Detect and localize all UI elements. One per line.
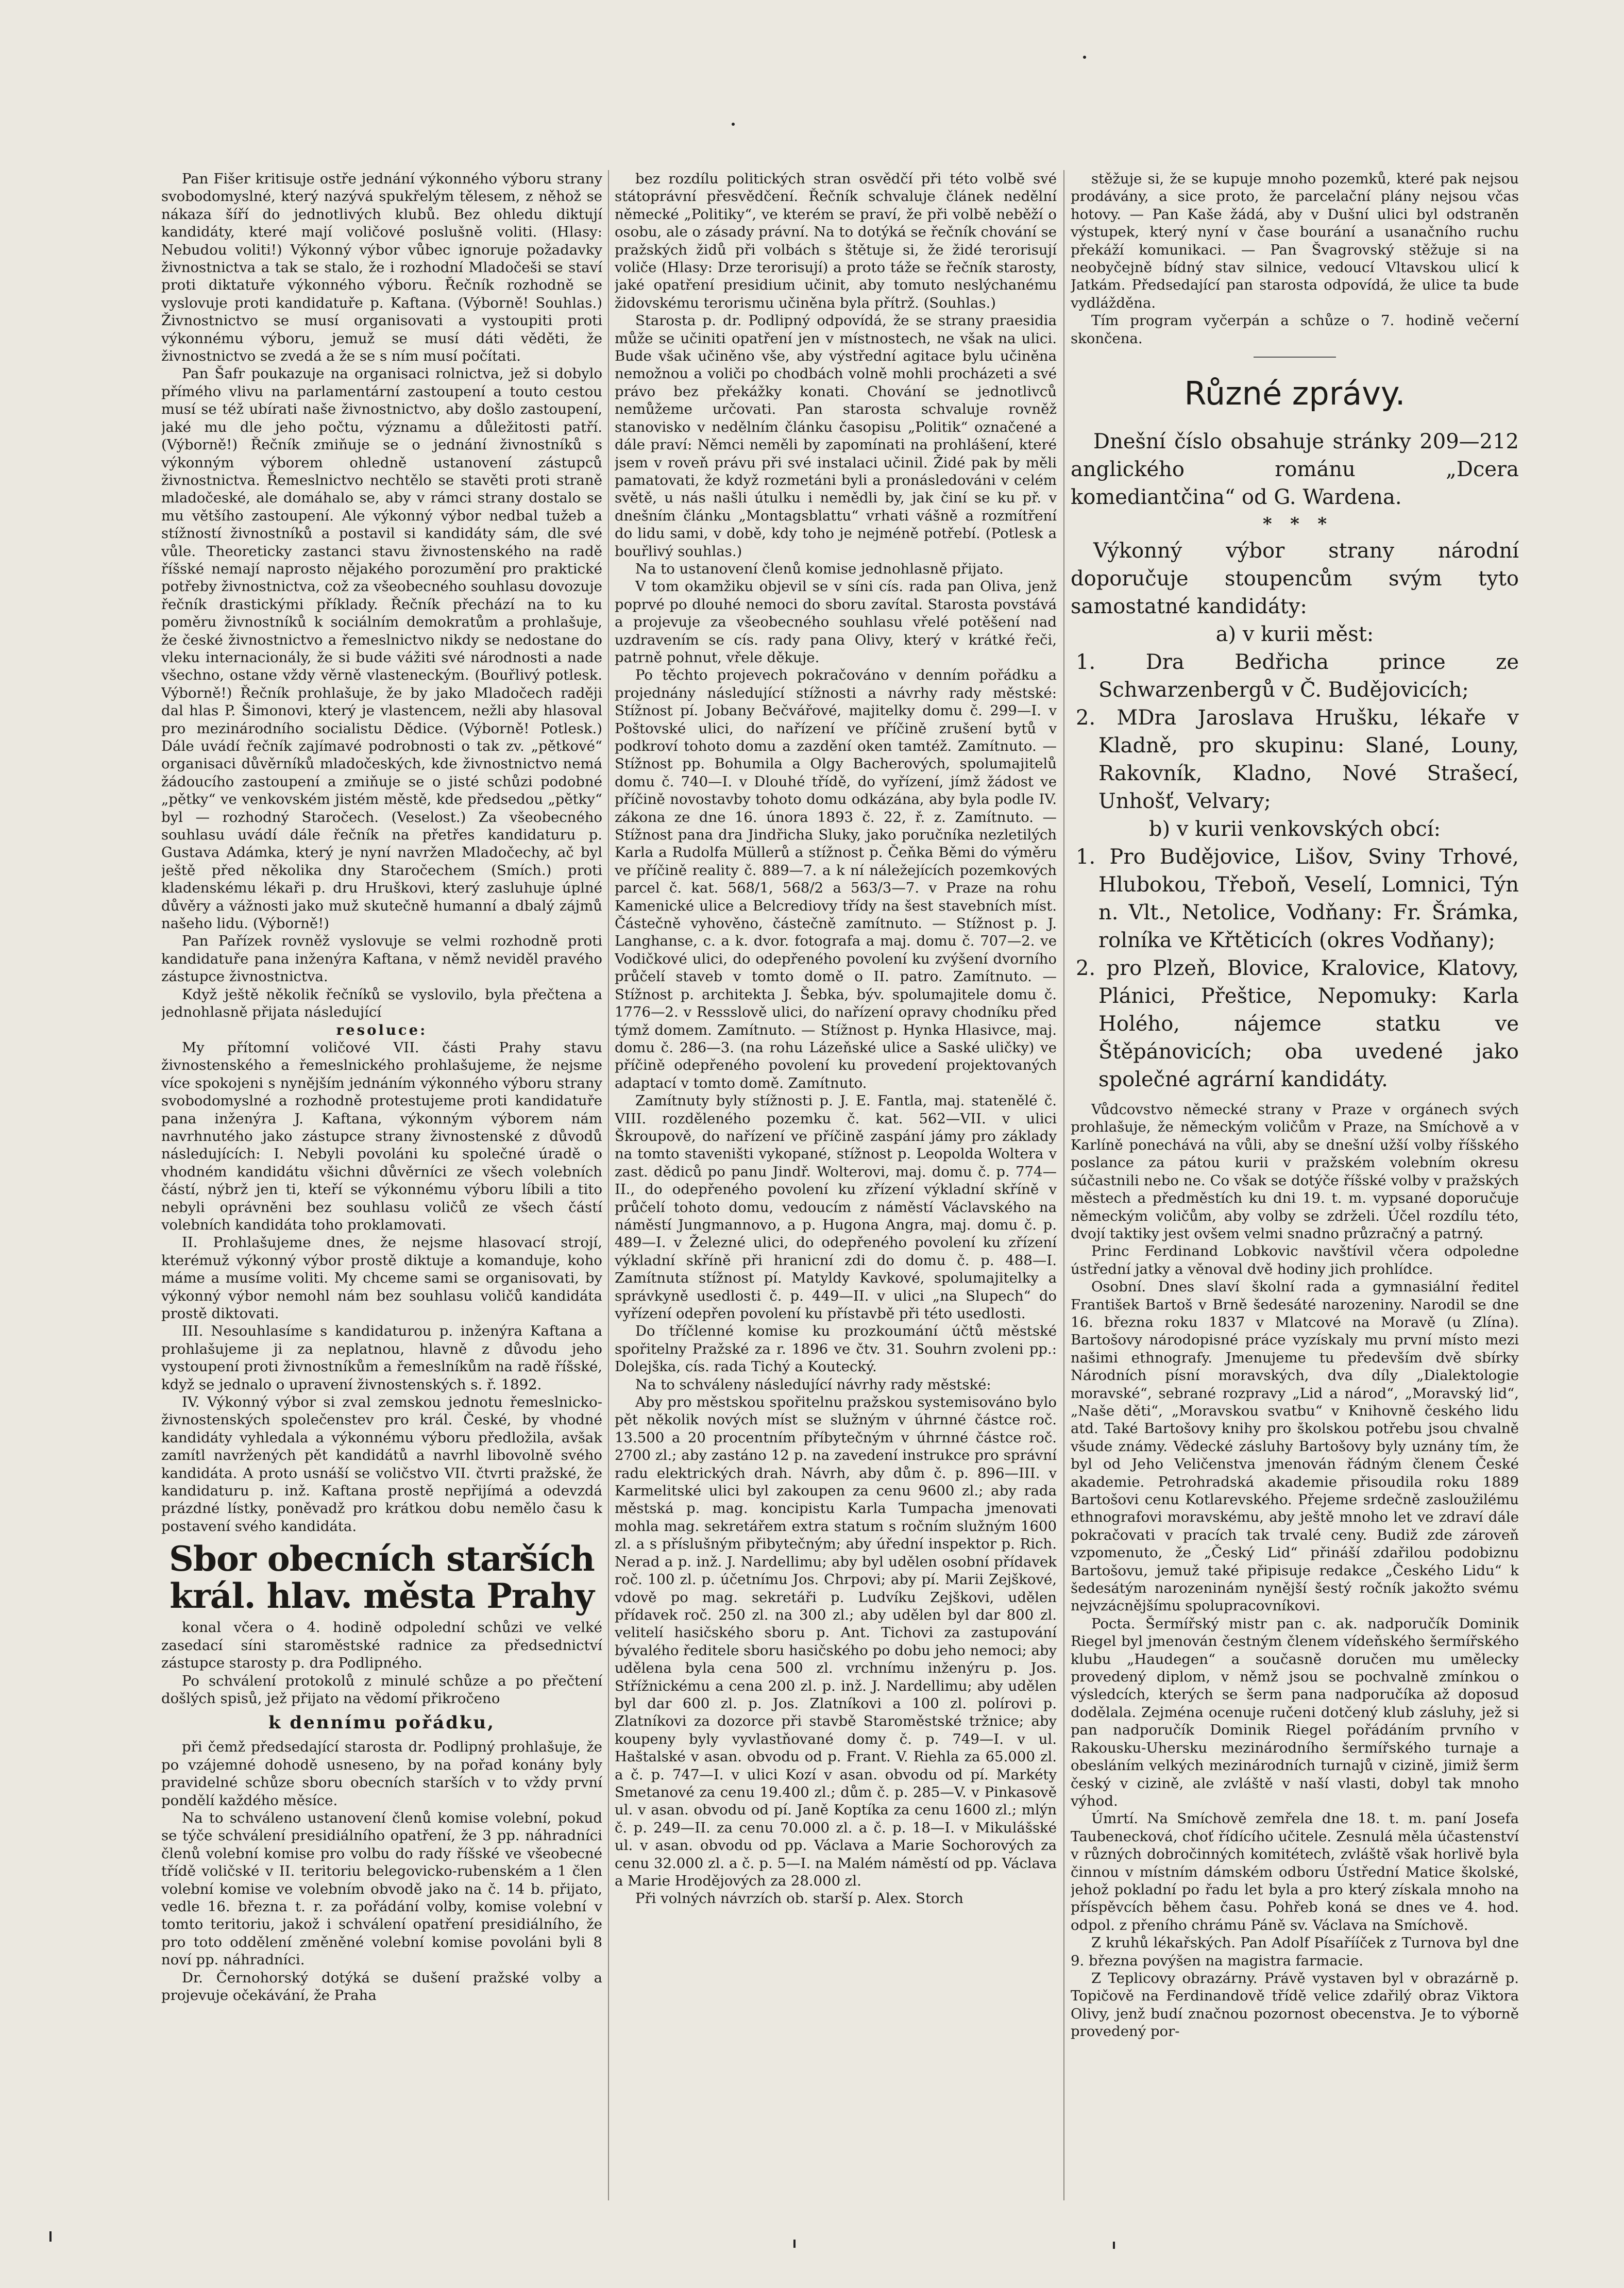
paragraph: V tom okamžiku objevil se v síni cís. rada pan Oliva, jenž poprvé po dlouhé nemoci do sboru zavítal. Starosta povstává a projevuje za všeobecného souhlasu vřelé potěšení nad uzdravením se cís. rady pana Olivy, který v krátké řeči, patrně pohnut, vřele děkuje. <box>615 578 1057 666</box>
top-speck <box>732 123 735 126</box>
column-rule <box>1063 170 1064 2200</box>
column-2 <box>615 170 1057 2195</box>
resolution-title: resoluce: <box>336 1021 428 1038</box>
column-3 <box>1071 170 1519 2195</box>
resolution-paragraph: IV. Výkonný výbor si zval zemskou jednotu řemeslnicko-živnostenských společenstev pro král. České, by vhodné kandidáty vyhledala a výkonnému výboru předložila, avšak zamítl navržených pět kandidátů a navrhl libovolně svého kandidáta. A proto usnáší se voličstvo VII. čtvrti pražské, že kandidaturu p. inž. Kaftana prostě nepřijímá a odevzdá prázdné lístky, poněvadž pro krátkou dobu nemělo času k postavení svého kandidáta. <box>161 1394 602 1535</box>
news-item: Z kruhů lékařských. Pan Adolf Písařííček z Turnova byl dne 9. března povýšen na magistra farmacie. <box>1071 1934 1519 1969</box>
top-speck <box>1083 56 1086 59</box>
curia-heading: b) v kurii venkovských obcí: <box>1148 817 1441 842</box>
subheading: k dennímu pořádku, <box>268 1712 495 1734</box>
bottom-speck <box>793 2240 796 2248</box>
paragraph: Na to schváleny následující návrhy rady městské: <box>635 1376 991 1393</box>
paragraph: Tím program vyčerpán a schůze o 7. hodině večerní skončena. <box>1071 312 1519 347</box>
paragraph: konal včera o 4. hodině odpolední schůzi ve velké zasedací síni staroměstské radnice za předsednictví zástupce starosty p. dra Podlipného. <box>161 1619 602 1672</box>
column-rule <box>608 170 609 2200</box>
edge-speck <box>49 2231 52 2242</box>
paragraph: Pan Šafr poukazuje na organisaci rolnictva, jež si dobylo přímého vlivu na parlamentární zastoupení a touto cestou musí se též ubírati naše živnostnictvo, aby došlo zastoupení, jaké mu dle jeho počtu, významu a důležitosti patří. (Výborně!) Řečník zmiňuje se o jednání živnostníků s výkonným výborem ohledně ustanovení zástupců živnostnictva. Řemeslnictvo nechtělo se stavěti proti straně mladočeské, ale domáhalo se, aby v rámci strany dostalo se mu většího zastoupení. Ale výkonný výbor nedbal tužeb a stížností živnostníků a postavil si kandidáty sám, dle své vůle. Theoreticky zastanci stavu živnostenského na radě říšské nemají naprosto nějakého porozumění pro praktické potřeby živnostnictva, což za všeobecného souhlasu dovozuje řečník drastickými příklady. Řečník přechází na to ku poměru živnostníků k sociálním demokratům a prohlašuje, že české živnostnictvo a řemeslnictvo nikdy se nedostane do vleku internacionály, že si bude vážiti své národnosti a nade všechno, ostane vždy věrně vlasteneckým. (Bouřlivý potlesk. Výborně!) Řečník prohlašuje, že by jako Mladočech raději dal hlas P. Šimonovi, který je vlastencem, nežli aby hlasoval pro mezinárodního socialistu Dědice. (Výborně! Potlesk.) Dále uvádí řečník zajímavé podrobnosti o tak zv. „pětkové“ organisaci důvěrníků mladočeských, kde živnostnictvo nemá žádoucího zastoupení a zmiňuje se o jisté schůzi podobné „pětky“ ve venkovském jistém městě, kde předsedou „pětky“ byl — rozhodný Staročech. (Veselost.) Za všeobecného souhlasu uvádí dále řečník na přetřes kandidaturu p. Gustava Adámka, který je nyní navržen Mladočechy, ač byl ještě před několika dny Staročechem (Smích.) proti kladenskému lékaři p. dru Hruškovi, který zasluhuje úplné důvěry a vážnosti jako muž skutečně humanní a dbalý zájmů našeho lidu. (Výborně!) <box>161 365 602 932</box>
column-1 <box>161 170 602 2195</box>
paragraph: bez rozdílu politických stran osvědčí při této volbě své státoprávní přesvědčení. Řečník schvaluje článek nedělní německé „Politiky“, ve kterém se praví, že při volbě neběží o osobu, ale o zásady právní. Na to dotýká se řečník chování se pražských židů při volbách s štětuje si, že židé terorisují voliče (Hlasy: Drze terorisují) a proto táže se řečník starosty, jaké opatření presidium učinit, aby tomuto neslýchanému židovskému terorismu učiněna byla přítrž. (Souhlas.) <box>615 171 1057 311</box>
section-heading: Různé zprávy. <box>1184 375 1406 413</box>
news-item: Vůdcovstvo německé strany v Praze v orgánech svých prohlašuje, že německým voličům v Praze, na Smíchově a v Karlíně ponechává na vůli, aby se dnešní užší volby říšského poslance za pátou kurii v pražském volebním okresu súčastnili nebo ne. Co však se dotýče říšské volby v pražských městech a předměstích ku dni 19. t. m. vypsané doporučuje německým voličům, aby volby se zdrželi. Účel rozdílu této, dvojí taktiky jest ovšem velmi snadno průzračný a patrný. <box>1071 1101 1519 1242</box>
news-item: Princ Ferdinand Lobkovic navštívil včera odpoledne ústřední jatky a věnoval dvě hodiny jich prohlídce. <box>1071 1243 1519 1277</box>
paragraph: Do tříčlenné komise ku prozkoumání účtů městské spořitelny Pražské za r. 1896 ve čtv. 31. Souhrn zvoleni pp.: Dolejška, cís. rada Tichý a Koutecký. <box>615 1323 1057 1375</box>
paragraph: Když ještě několik řečníků se vyslovilo, byla přečtena a jednohlasně přijata následující <box>161 986 602 1021</box>
separator-stars: * * * <box>1262 514 1327 535</box>
resolution-paragraph: III. Nesouhlasíme s kandidaturou p. inženýra Kaftana a prohlašujeme ji za neplatnou, hlavně z důvodu jeho vystoupení proti živnostníkům a řemeslníkům na radě říšské, když se jednalo o upravení živnostenských s. ř. 1892. <box>161 1323 602 1393</box>
news-item: Úmrtí. Na Smíchově zemřela dne 18. t. m. paní Josefa Taubenecková, choť řídícího učitele. Zesnulá měla účastenství v různých dobročinných komitétech, zvláště však horlivě byla činnou v místním dámském odboru Ústřední Matice školské, jehož pokladní po řadu let byla a pro který získala mnoho na příspěvcích během času. Pohřeb koná se dnes ve 4. hod. odpol. z přeního chrámu Páně sv. Václava na Smíchově. <box>1071 1810 1519 1933</box>
list-item: 2. pro Plzeň, Blovice, Kralovice, Klatovy, Plánici, Přeštice, Nepomuky: Karla Holého, nájemce statku ve Štěpánovicích; oba uvedené jako společné agrární kandidáty. <box>1076 956 1519 1092</box>
section-heading: Sbor obecních starších král. hlav. města Prahy <box>169 1539 595 1617</box>
paragraph: při čemž předsedající starosta dr. Podlipný prohlašuje, že po vzájemné dohodě usneseno, by na pořad konány byly pravidelné schůze sboru obecních starších v to vždy první pondělí každého měsíce. <box>161 1739 602 1809</box>
resolution-paragraph: My přítomní voličové VII. části Prahy stavu živnostenského a řemeslnického prohlašujeme, že nejsme více spokojeni s nynějším jednáním výkonného výboru strany svobodomyslné a rozhodně protestujeme proti kandidatuře pana inženýra J. Kaftana, výkonným výborem nám navrhnutého jako zástupce strany živnostenské z důvodů následujících: I. Nebyli povoláni ku společné úradě o vhodném kandidátu všichni důvěrníci ze všech volebních částí, nýbrž jen ti, kteří se výkonnému výboru líbili a tito nebyli oprávněni bez souhlasu voličů ze všech částí volebních kandidáta toho proklamovati. <box>161 1039 602 1233</box>
paragraph: Pan Pařízek rovněž vyslovuje se velmi rozhodně proti kandidatuře pana inženýra Kaftana, v němž neviděl pravého zástupce živnostnictva. <box>161 933 602 985</box>
paragraph: Na to ustanovení členů komise jednohlasně přijato. <box>635 560 1004 577</box>
bottom-speck <box>1113 2242 1115 2249</box>
paragraph: Dr. Černohorský dotýká se dušení pražské volby a projevuje očekávání, že Praha <box>161 1969 602 2004</box>
paragraph: Zamítnuty byly stížnosti p. J. E. Fantla, maj. statenělé č. VIII. rozděleného pozemku č. kat. 562—VII. v ulici Škroupově, do nařízení ve příčině zaspání jámy pro základy na tomto staveništi vykopané, stížnost p. Leopolda Woltera v zast. dědiců po panu Jindř. Wolterovi, maj. domu č. p. 774—II., do odepřeného povolení ku zřízení výkladní skříně v průčelí tohoto domu, vedoucím z náměstí Václavského na náměstí Jungmannovo, a p. Hugona Angra, maj. domu č. p. 489—I. v Železné ulici, do odepřeného povolení ku zřízení výkladní skříně při hranicní zdi do domu č. p. 488—I. Zamítnuta stížnost pí. Matyldy Kavkové, spolumajitelky a správkyně usedlosti č. p. 449—II. v ulici „na Slupech“ do vyřízení odepřen povolení ku přístavbě při této usedlosti. <box>615 1092 1057 1322</box>
paragraph: Pan Fišer kritisuje ostře jednání výkonného výboru strany svobodomyslné, který nazývá spukřelým tělesem, z něhož se nákaza šíří do jednotlivých klubů. Bez ohledu diktují kandidáty, které mají voličové poslušně voliti. (Hlasy: Nebudou voliti!) Výkonný výbor vůbec ignoruje požadavky živnostnictva a tak se stalo, že i rozhodní Mladočeši se staví proti diktatuře výkonného výboru. Řečník rozhodně se vyslovuje proti kandidatuře p. Kaftana. (Výborně! Souhlas.) Živnostnictvo se musí organisovati a vystoupiti proti výkonnému výboru, jemuž se musí dáti věděti, že živnostnictvo se zvedá a že se s ním musí počítati. <box>161 171 602 365</box>
paragraph: Dnešní číslo obsahuje stránky 209—212 anglického románu „Dcera komediantčina“ od G. Wardena. <box>1071 430 1519 510</box>
list-item: 2. MDra Jaroslava Hrušku, lékaře v Kladně, pro skupinu: Slané, Louny, Rakovník, Kladno, Nové Strašecí, Unhošť, Velvary; <box>1076 706 1519 814</box>
divider <box>1254 357 1336 358</box>
paragraph: Po těchto projevech pokračováno v denním pořádku a projednány následující stížnosti a návrhy rady městské: Stížnost pí. Jobany Bečvářové, majitelky domu č. 299—I. v Poštovské ulici, do nařízení ve příčině zrušení bytů v podkroví tohoto domu a zazdění oken tamtéž. Zamítnuto. — Stížnost pp. Bohumila a Olgy Bacherových, spolumajitelů domu č. 740—I. v Dlouhé třídě, do vyřízení, jímž žádost ve příčině novostavby tohoto domu odkázána, aby byla podle IV. zákona ze dne 16. února 1893 č. 22, ř. z. Zamítnuto. — Stížnost pana dra Jindřicha Sluky, jako poručníka nezletilých Karla a Rudolfa Müllerů a stížnost p. Čeňka Běmi do výměru ve příčině reality č. 889—7. a k ní náležejících pozemkových parcel č. kat. 568/1, 568/2 a 563/3—7. v Praze na rohu Kamenické ulice a Belcrediovy třídy na šest stavebních míst. Částečně vyhověno, částečně zamítnuto. — Stížnost p. J. Langhanse, c. a k. dvor. fotografa a maj. domu č. 707—2. ve Vodičkové ulici, do odepřeného povolení ku zvýšení dvorního průčelí staveb v tomto domě o II. patro. Zamítnuto. — Stížnost p. architekta J. Šebka, býv. spolumajitele domu č. 1776—2. v Ressslově ulici, do nařízení opravy chodníku před týmž domem. Zamítnuto. — Stížnost p. Hynka Hlasivce, maj. domu č. 286—3. (na rohu Lázeňské ulice a Saské uličky) ve příčině odepřeného povolení ku provedení projektovaných adaptací v tomto domě. Zamítnuto. <box>615 667 1057 1091</box>
paragraph: Starosta p. dr. Podlipný odpovídá, že se strany praesidia může se učiniti opatření jen v místnostech, ne však na ulici. Bude však učiněno vše, aby výstřední agitace bylu učiněna nemožnou a voliči po chodbách volně mohli procházeti a své právo bez překážky konati. Chování se jednotlivců nemůžeme určovati. Pan starosta schvaluje rovněž stanovisko v nedělním článku časopisu „Politik“ označené a dále praví: Němci neměli by zapomínati na prohlášení, které jsem v roveň právu při své instalaci učinil. Židé pak by měli pamatovati, že když rozmetáni byli a pronásledováni v celém světě, u nás našli útulku i nemědli by, jak činí se ku př. v dnešním článku „Montagsblattu“ vrhati vášně a rozmítření do lidu sami, v době, kdy toho je nejméně potřebí. (Potlesk a bouřlivý souhlas.) <box>615 312 1057 560</box>
resolution-paragraph: II. Prohlašujeme dnes, že nejsme hlasovací strojí, kterémuž výkonný výbor prostě diktuje a komanduje, koho máme a musíme voliti. My chceme sami se organisovati, by výkonný výbor nemohl nám bez souhlasu voličů kandidáta prostě diktovati. <box>161 1234 602 1322</box>
news-item: Z Teplicovy obrazárny. Právě vystaven byl v obrazárně p. Topičově na Ferdinandově třídě velice zdařilý obraz Viktora Olivy, jenž budí značnou pozornost obecenstva. Je to výborně provedený por- <box>1071 1970 1519 2040</box>
list-item: 1. Dra Bedřicha prince ze Schwarzenbergů v Č. Budějovicích; <box>1076 650 1519 702</box>
curia-heading: a) v kurii měst: <box>1215 623 1374 647</box>
paragraph: Při volných návrzích ob. starší p. Alex. Storch <box>635 1890 963 1907</box>
paragraph: Po schválení protokolů z minulé schůze a po přečtení došlých spisů, jež přijato na vědomí přikročeno <box>161 1672 602 1707</box>
large-text-block <box>1071 428 1519 1093</box>
news-item: Pocta. Šermířský mistr pan c. ak. nadporučík Dominik Riegel byl jmenován čestným členem vídeňského šermířského klubu „Haudegen“ a současně doručen mu umělecky provedený diplom, v němž jsou se pochvalně zmínkou o výsledcích, kterých se šerm pana nadporučíka až doposud dodělala. Zejména ocenuje ručeni dotčený klub zásluhy, jež si pan nadporučík Dominik Riegel pořádáním prvního v Rakousku-Uhersku mezinárodního šermířského turnaje a obesláním velkých mezinárodních turnajů v cizině, jimiž šerm český v cizině, ale zvláště v naší vlasti, dobyl tak mnoho výhod. <box>1071 1615 1519 1809</box>
paragraph: stěžuje si, že se kupuje mnoho pozemků, které pak nejsou prodávány, a sice proto, že parcelační plány nejsou včas hotovy. — Pan Kaše žádá, aby v Dušní ulici byl odstraněn výstupek, který nyní v čase bourání a usanačního ruchu překáží komunikaci. — Pan Švagrovský stěžuje si na neobyčejně bídný stav silnice, vedoucí Vltavskou ulicí k Jatkám. Předsedající pan starosta odpovídá, že ulice ta bude vydlážděna. <box>1071 171 1519 311</box>
paragraph: Výkonný výbor strany národní doporučuje stoupencům svým tyto samostatné kandidáty: <box>1071 539 1519 619</box>
news-item: Osobní. Dnes slaví školní rada a gymnasiální ředitel František Bartoš v Brně šedesáté narozeniny. Narodil se dne 16. března roku 1837 v Mlatcové na Moravě (u Zlína). Bartošovy národopisné práce vyzískaly mu první místo mezi našimi ethnografy. Jmenujeme tu především dvě sbírky Národních písní moravských, dva díly „Dialektologie moravské“, sebrané rozpravy „Lid a národ“, „Moravský lid“, „Naše děti“, „Moravskou svatbu“ v Knihovně českého lidu atd. Také Bartošovy knihy pro školskou potřebu jsou chvalně všude známy. Vědecké zásluhy Bartošovy byly uznány tím, že byl od Jeho Veličenstva jmenován řádným členem České akademie. Petrohradská akademie přisoudila roku 1889 Bartošovi cenu Kotlarevského. Přejeme srdečně zasloužilému ethnografovi moravskému, aby ještě mnoho let ve zdraví dále pokračovati v pracích tak trvalé ceny. Budiž zde zároveň vzpomenuto, že „Český Lid“ přináší zdařilou podobiznu Bartošovu, jemuž také připisuje redakce „Českého Lidu“ k šedesátým narozeninám nynější šestý ročník jakožto svému nejvzácnějšímu spolupracovníkovi. <box>1071 1278 1519 1614</box>
paragraph: Aby pro městskou spořitelnu pražskou systemisováno bylo pět několik nových míst se služným v úhrnné částce roč. 13.500 a 20 procentním příbytečným v úhrnné částce roč. 2700 zl.; aby zastáno 12 p. na zavedení instrukce pro správní radu elektrických drah. Návrh, aby dům č. p. 896—III. v Karmelitské ulici byl zakoupen za cenu 9600 zl.; aby rada městská p. mag. koncipistu Karla Tumpacha jmenovati mohla mag. sekretářem extra statum s ročním služným 1600 zl. a s příslušným přibytečným; aby úřední inspektor p. Rich. Nerad a p. inž. J. Nardellimu; aby byl udělen osobní přídavek roč. 100 zl. p. účetnímu Jos. Chrpovi; aby pí. Marii Zejškové, vdově po mag. sekretáři p. Ludvíku Zejškovi, udělen přídavek roč. 250 zl. na 300 zl.; aby udělen byl dar 800 zl. velitelí hasičského sboru p. Ant. Tichovi za zastupování bývalého ředitele sboru hasičského po dobu jeho nemoci; aby udělena byla cena 500 zl. vrchnímu inženýru p. Jos. Střížnickému a cena 200 zl. p. inž. J. Nardellimu; aby udělen byl dar 600 zl. p. Jos. Zlatníkovi a 100 zl. polírovi p. Zlatníkovi za dozorce při stavbě Staroměstské tržnice; aby koupeny byly vyvlastňované domy č. p. 749—I. v ul. Haštalské v asan. obvodu od p. Frant. V. Riehla za 65.000 zl. a č. p. 747—I. v ulici Kozí v asan. obvodu od pí. Markéty Smetanové za cenu 19.400 zl.; dům č. p. 285—V. v Pinkasově ul. v asan. obvodu od pí. Janě Koptíka za cenu 1600 zl.; mlýn č. p. 249—II. za cenu 70.000 zl. a č. p. 18—I. v Mikulášské ul. v asan. obvodu od pp. Václava a Marie Sochorových za cenu 32.000 zl. a č. p. 5—I. na Malém náměstí od pp. Václava a Marie Hrodějových za 28.000 zl. <box>615 1394 1057 1889</box>
list-item: 1. Pro Budějovice, Lišov, Sviny Trhové, Hlubokou, Třeboň, Veselí, Lomnici, Týn n. Vlt., Netolice, Vodňany: Fr. Šrámka, rolníka ve Křtěticích (okres Vodňany); <box>1076 845 1519 953</box>
paragraph: Na to schváleno ustanovení členů komise volební, pokud se týče schválení presidiálního opatření, že 3 pp. náhradníci členů volební komise pro volbu do rady říšské ve všeobecné třídě voličské v II. teritoriu belegovicko-rubenském a 1 člen volební komise ve volebním obvodě jako na č. 14 b. přijato, vedle 16. března t. r. za pořádání volby, komise volební v tomto teritoriu, jakož i schválení opatření presidiálního, že pro toto oddělení změněné volební komise povoláni byli 8 noví pp. náhradníci. <box>161 1809 602 1969</box>
